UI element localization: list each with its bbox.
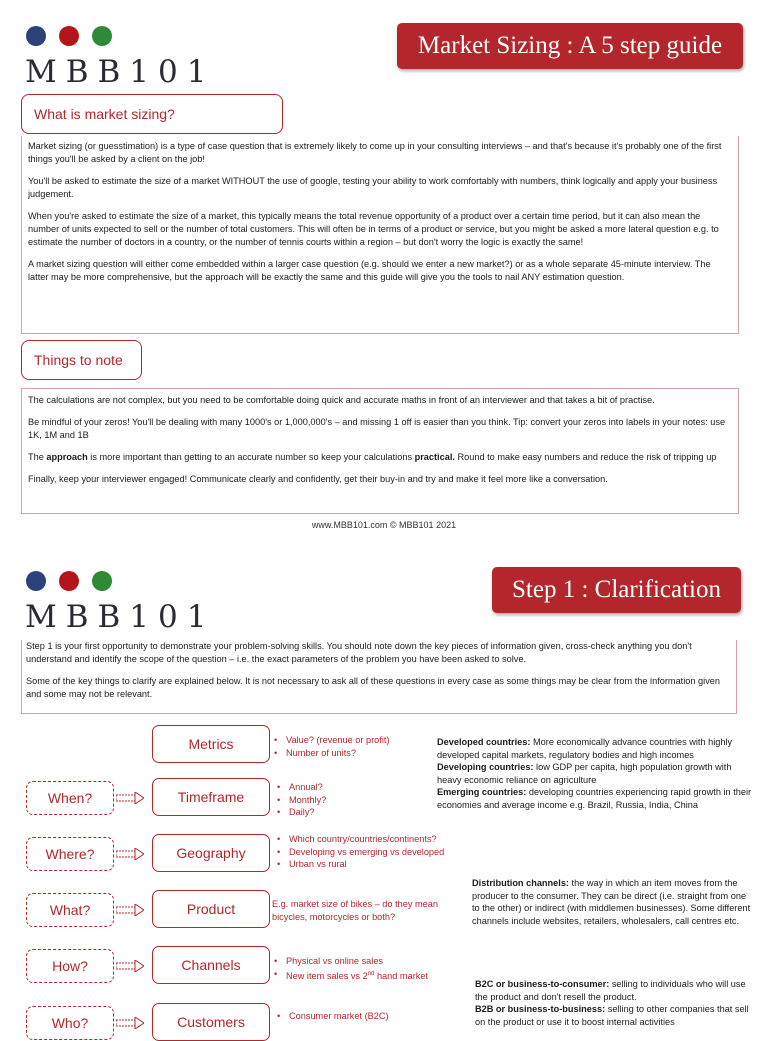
- definition: B2B or business-to-business: selling to other companies that sell on the product or use it to boost internal activities: [475, 1004, 749, 1027]
- arrow-right-icon: [116, 792, 144, 804]
- timeframe-bullets: [275, 781, 395, 819]
- section-body-things-to-note: [21, 388, 739, 514]
- list-item: • Consumer market (B2C): [275, 1010, 455, 1023]
- section-title-what-is-market-sizing: What is market sizing?: [21, 94, 283, 134]
- logo-dot-green: [92, 571, 112, 591]
- logo-wordmark: MBB101: [25, 599, 216, 635]
- list-item: • Annual?: [275, 781, 395, 794]
- paragraph: Some of the key things to clarify are explained below. It is not necessary to ask all of these questions in every case as some things may be clear from the information given and some may not be relevant.: [26, 676, 721, 699]
- category-product: Product: [152, 890, 270, 928]
- list-item: • New item sales vs 2nd hand market: [272, 968, 472, 983]
- section-body-what-is-market-sizing: [21, 136, 739, 334]
- paragraph: A market sizing question will either come embedded within a larger case question (e.g. should we enter a new market?) or as a whole separate 45-minute interview. The latter may be more comprehensive, but the approach will be exactly the same and this guide will give you the tools to nail ANY estimation question.: [28, 259, 711, 282]
- note-item: The approach is more important than getting to an accurate number so keep your calculations practical. Round to make easy numbers and reduce the risk of tripping up: [28, 452, 717, 462]
- list-item: • Number of units?: [272, 747, 432, 760]
- list-item: • Developing vs emerging vs developed: [275, 846, 475, 859]
- question-what: What?: [26, 893, 114, 927]
- category-geography: Geography: [152, 834, 270, 872]
- category-channels: Channels: [152, 946, 270, 984]
- arrow-right-icon: [116, 960, 144, 972]
- category-timeframe: Timeframe: [152, 778, 270, 816]
- arrow-right-icon: [116, 904, 144, 916]
- definition: Developing countries: low GDP per capita, high population growth with heavy economic reliance on agriculture: [437, 762, 732, 785]
- note-item: The calculations are not complex, but you need to be comfortable doing quick and accurate maths in front of an interviewer and that takes a bit of practise.: [28, 395, 655, 405]
- list-item: • Urban vs rural: [275, 858, 475, 871]
- metrics-bullets: [272, 734, 432, 759]
- paragraph: You'll be asked to estimate the size of a market WITHOUT the use of google, testing your ability to work comfortably with numbers, think logically and apply your business judgement.: [28, 176, 718, 199]
- page-footer: www.MBB101.com © MBB101 2021: [311, 520, 457, 530]
- list-item: • Which country/countries/continents?: [275, 833, 475, 846]
- product-text: E.g. market size of bikes – do they mean bicycles, motorcycles or both?: [272, 899, 438, 922]
- page-title-banner: Market Sizing : A 5 step guide: [397, 23, 743, 69]
- customers-bullets: [275, 1010, 455, 1023]
- note-item: Be mindful of your zeros! You'll be dealing with many 1000's or 1,000,000's – and missing 1 off is easier than you think. Tip: convert your zeros into labels in your notes: use 1K, 1M and 1B: [28, 417, 726, 440]
- distribution-channels-definition: Distribution channels: the way in which an item moves from the producer to the consumer. They can be direct (i.e. straight from one to the other) or indirect (with middlemen businesses). Some different channels include websites, retailers, wholesalers, call centres etc.: [472, 878, 751, 926]
- definition: Emerging countries: developing countries experiencing rapid growth in their economies and average income e.g. Brazil, Russia, India, China: [437, 787, 752, 810]
- definition: Developed countries: More economically advance countries with highly developed capital markets, regulatory bodies and high incomes: [437, 737, 733, 760]
- list-item: • Daily?: [275, 806, 395, 819]
- customer-definitions: [475, 978, 755, 1028]
- list-item: • Monthly?: [275, 794, 395, 807]
- list-item: • Value? (revenue or profit): [272, 734, 432, 747]
- step-title-banner: Step 1 : Clarification: [492, 567, 741, 613]
- step1-intro: [21, 640, 737, 714]
- logo-dot-blue: [26, 26, 46, 46]
- arrow-right-icon: [116, 848, 144, 860]
- geography-bullets: [275, 833, 475, 871]
- category-metrics: Metrics: [152, 725, 270, 763]
- logo-wordmark: MBB101: [25, 54, 216, 90]
- channels-bullets: [272, 955, 472, 982]
- paragraph: When you're asked to estimate the size of a market, this typically means the total revenue opportunity of a product over a certain time period, but it can also mean the number of units expected to sell or the number of total customers. This will often be in terms of a product or service, but you might be asked a more lateral question e.g. to estimate the number of doctors in a country, or the number of tennis courts within a region – but don't worry the logic is exactly the same!: [28, 211, 719, 247]
- logo-dot-red: [59, 26, 79, 46]
- paragraph: Market sizing (or guesstimation) is a type of case question that is extremely likely to come up in your consulting interviews – and that's because it's probably one of the first things you'll be asked by a client on the job!: [28, 141, 722, 164]
- list-item: • Physical vs online sales: [272, 955, 472, 968]
- question-who: Who?: [26, 1006, 114, 1040]
- section-title-things-to-note: Things to note: [21, 340, 142, 380]
- question-how: How?: [26, 949, 114, 983]
- category-customers: Customers: [152, 1003, 270, 1041]
- logo-dot-blue: [26, 571, 46, 591]
- country-definitions: [437, 736, 752, 811]
- question-when: When?: [26, 781, 114, 815]
- logo-dot-red: [59, 571, 79, 591]
- paragraph: Step 1 is your first opportunity to demonstrate your problem-solving skills. You should note down the key pieces of information given, cross-check anything you don't understand and identify the scope of the question – i.e. the exact parameters of the problem you have been asked to solve.: [26, 641, 692, 664]
- question-where: Where?: [26, 837, 114, 871]
- note-item: Finally, keep your interviewer engaged! Communicate clearly and confidently, get their buy-in and try and make it feel more like a conversation.: [28, 474, 608, 484]
- arrow-right-icon: [116, 1017, 144, 1029]
- definition: B2C or business-to-consumer: selling to individuals who will use the product and don't resell the product.: [475, 979, 746, 1002]
- logo-dot-green: [92, 26, 112, 46]
